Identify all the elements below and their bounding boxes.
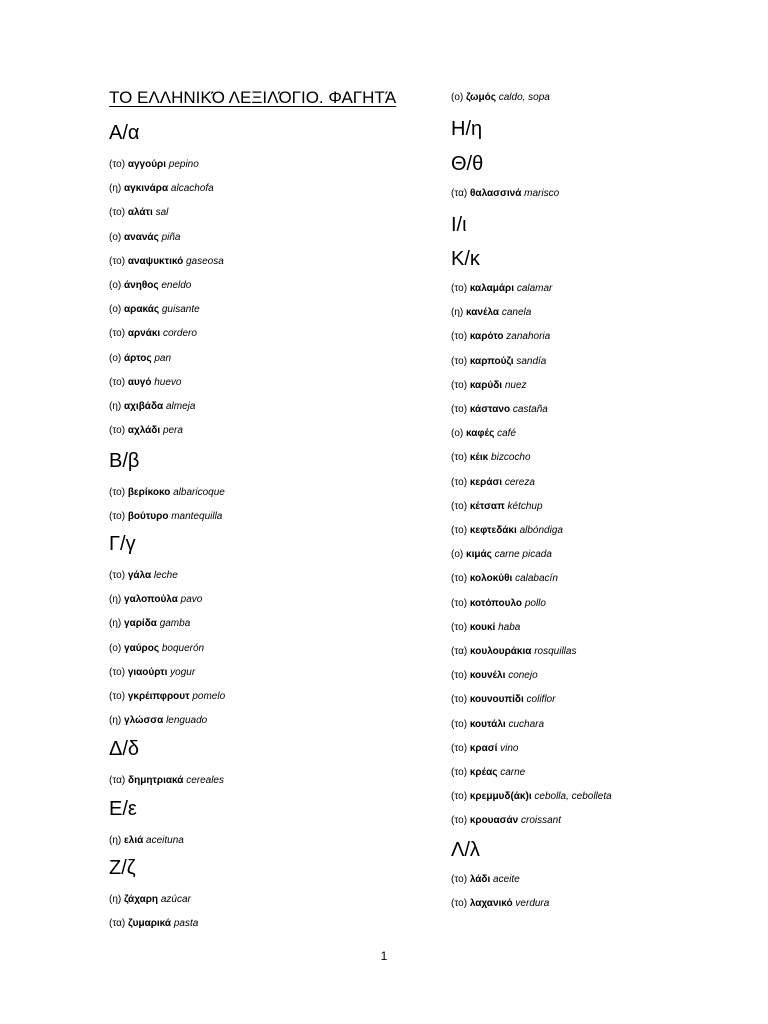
greek-word: κρεμμυδ(άκ)ι <box>469 791 532 803</box>
article: (το) <box>451 597 468 609</box>
letter-heading: Ι/ι <box>451 214 467 236</box>
greek-word: θαλασσινά <box>470 188 522 199</box>
article: (η) <box>109 618 122 630</box>
spanish-translation: aceite <box>493 874 520 885</box>
article: (το) <box>451 379 468 391</box>
spanish-translation: guisante <box>161 304 200 316</box>
spanish-translation: cebolla, cebolleta <box>534 791 612 803</box>
vocab-entry <box>109 231 180 245</box>
spanish-translation: cereales <box>186 775 224 786</box>
vocab-entry <box>451 645 576 659</box>
article: (το) <box>451 767 468 778</box>
spanish-translation: sandía <box>516 355 547 367</box>
greek-word: καφές <box>466 428 495 440</box>
vocab-entry <box>451 814 561 828</box>
spanish-translation: almeja <box>165 401 196 412</box>
letter-heading: Ε/ε <box>109 798 137 820</box>
article: (το) <box>451 404 468 415</box>
article: (το) <box>109 511 126 523</box>
greek-word: αχλάδι <box>127 425 161 437</box>
vocab-entry <box>451 742 518 756</box>
greek-word: γιαούρτι <box>127 666 168 678</box>
greek-word: λάδι <box>469 874 491 885</box>
vocab-entry <box>451 476 535 490</box>
greek-word: κρουασάν <box>469 815 519 827</box>
vocab-entry <box>109 327 197 341</box>
vocab-entry <box>451 91 550 105</box>
article: (τα) <box>109 918 126 930</box>
vocab-entry <box>109 834 184 848</box>
vocab-entry <box>109 352 171 366</box>
vocab-entry <box>451 306 531 320</box>
vocab-entry <box>451 427 516 441</box>
greek-word: κρέας <box>469 767 498 778</box>
vocab-entry <box>109 666 195 680</box>
greek-word: καρπούζι <box>469 355 514 367</box>
vocab-entry <box>451 524 563 538</box>
article: (ο) <box>451 428 464 440</box>
vocab-entry <box>451 766 525 780</box>
greek-word: γαύρος <box>124 642 160 654</box>
vocab-entry <box>451 897 549 911</box>
greek-word: αγγούρι <box>127 159 166 170</box>
spanish-translation: café <box>497 428 516 440</box>
letter-heading: Κ/κ <box>451 248 480 270</box>
greek-word: καλαμάρι <box>469 283 515 294</box>
vocab-entry <box>109 917 198 931</box>
letter-heading: Δ/δ <box>109 738 140 760</box>
article: (το) <box>451 718 468 730</box>
article: (το) <box>109 570 126 581</box>
article: (τα) <box>109 775 126 786</box>
vocab-entry <box>451 718 544 732</box>
vocab-entry <box>451 187 559 201</box>
article: (το) <box>451 525 468 536</box>
vocab-entry <box>109 774 224 788</box>
article: (η) <box>109 401 122 412</box>
spanish-translation: coliflor <box>526 694 556 706</box>
greek-word: βούτυρο <box>127 511 169 523</box>
vocab-entry <box>451 572 558 586</box>
article: (το) <box>109 328 126 340</box>
spanish-translation: pomelo <box>192 691 226 702</box>
greek-word: καρύδι <box>469 379 503 391</box>
spanish-translation: eneldo <box>161 280 192 291</box>
article: (τα) <box>451 646 468 657</box>
spanish-translation: alcachofa <box>170 183 214 195</box>
vocab-entry <box>451 621 520 635</box>
greek-word: καρότο <box>469 331 504 343</box>
greek-word: κανέλα <box>466 307 500 319</box>
vocab-entry <box>451 330 550 344</box>
vocab-entry <box>109 158 199 172</box>
spanish-translation: cordero <box>163 328 197 340</box>
spanish-translation: pavo <box>180 594 203 606</box>
spanish-translation: marisco <box>524 188 560 199</box>
article: (το) <box>451 573 468 585</box>
letter-heading: Η/η <box>451 118 483 140</box>
greek-word: κοτόπουλο <box>469 597 523 609</box>
greek-word: αγκινάρα <box>124 183 169 195</box>
greek-word: κουλουράκια <box>470 646 532 657</box>
article: (το) <box>451 815 468 827</box>
spanish-translation: albóndiga <box>519 525 563 536</box>
greek-word: κέτσαπ <box>469 500 505 512</box>
article: (η) <box>109 894 122 905</box>
greek-word: ζυμαρικά <box>128 918 172 930</box>
article: (η) <box>451 307 464 319</box>
greek-word: ανανάς <box>124 231 159 243</box>
spanish-translation: vino <box>500 742 519 754</box>
spanish-translation: croissant <box>520 815 561 827</box>
article: (το) <box>451 355 468 367</box>
article: (το) <box>451 791 468 803</box>
article: (τα) <box>451 188 468 199</box>
spanish-translation: cereza <box>504 476 535 488</box>
letter-heading: Ζ/ζ <box>109 857 136 879</box>
spanish-translation: conejo <box>508 670 538 682</box>
greek-word: κεράσι <box>469 476 503 488</box>
spanish-translation: pasta <box>173 918 199 930</box>
vocab-entry <box>109 303 200 317</box>
spanish-translation: pepino <box>168 159 199 170</box>
vocab-entry <box>109 714 207 728</box>
vocab-entry <box>109 424 183 438</box>
greek-word: άνηθος <box>124 280 159 291</box>
spanish-translation: gamba <box>159 618 191 630</box>
vocab-entry <box>109 486 225 500</box>
article: (ο) <box>109 231 122 243</box>
article: (το) <box>451 670 468 682</box>
article: (ο) <box>109 352 122 364</box>
greek-word: κεφτεδάκι <box>469 525 517 536</box>
greek-word: βερίκοκο <box>127 487 171 498</box>
spanish-translation: rosquillas <box>534 646 577 657</box>
spanish-translation: pan <box>154 352 172 364</box>
article: (το) <box>109 207 126 219</box>
greek-word: γαλοπούλα <box>124 594 178 606</box>
vocab-entry <box>109 206 168 220</box>
spanish-translation: zanahoria <box>506 331 551 343</box>
article: (η) <box>109 835 122 846</box>
vocab-entry <box>451 500 543 514</box>
spanish-translation: lenguado <box>166 715 208 727</box>
greek-word: αρακάς <box>124 304 160 316</box>
spanish-translation: caldo, sopa <box>498 92 550 103</box>
article: (η) <box>109 594 122 606</box>
spanish-translation: piña <box>161 231 181 243</box>
spanish-translation: albaricoque <box>173 487 225 498</box>
vocab-entry <box>451 873 520 887</box>
vocab-entry <box>109 690 225 704</box>
article: (το) <box>451 331 468 343</box>
vocab-entry <box>109 400 195 414</box>
page-title: ΤΟ ΕΛΛΗΝΙΚΌ ΛΕΞΙΛΌΓΙΟ. ΦΑΓΗΤΆ <box>109 88 397 107</box>
article: (το) <box>109 255 126 267</box>
article: (το) <box>109 159 126 170</box>
greek-word: ζάχαρη <box>124 894 159 905</box>
spanish-translation: boquerón <box>161 642 205 654</box>
vocab-entry <box>109 893 191 907</box>
spanish-translation: azúcar <box>160 894 191 905</box>
page-number: 1 <box>380 949 388 963</box>
greek-word: λαχανικό <box>469 898 513 910</box>
letter-heading: Θ/θ <box>451 153 484 175</box>
greek-word: γκρέιπφρουτ <box>127 691 190 702</box>
spanish-translation: verdura <box>515 898 550 910</box>
greek-word: γάλα <box>127 570 152 581</box>
article: (το) <box>109 376 126 388</box>
vocab-entry <box>451 548 552 562</box>
spanish-translation: haba <box>498 621 521 633</box>
spanish-translation: huevo <box>154 376 182 388</box>
vocab-entry <box>451 597 546 611</box>
article: (το) <box>109 691 126 702</box>
spanish-translation: aceituna <box>146 835 184 846</box>
vocab-entry <box>109 617 190 631</box>
spanish-translation: kétchup <box>507 500 543 512</box>
greek-word: κουκί <box>469 621 496 633</box>
vocab-entry <box>109 510 222 524</box>
vocab-entry <box>109 182 214 196</box>
article: (το) <box>451 898 468 910</box>
article: (ο) <box>109 304 122 316</box>
spanish-translation: calamar <box>516 283 553 294</box>
article: (το) <box>451 742 468 754</box>
vocab-entry <box>451 355 546 369</box>
spanish-translation: nuez <box>504 379 527 391</box>
article: (το) <box>451 621 468 633</box>
article: (το) <box>451 500 468 512</box>
letter-heading: Β/β <box>109 450 140 472</box>
vocab-entry <box>451 451 531 465</box>
article: (η) <box>109 183 122 195</box>
greek-word: γλώσσα <box>124 715 164 727</box>
greek-word: κουνουπίδι <box>469 694 524 706</box>
greek-word: αυγό <box>127 376 152 388</box>
article: (το) <box>451 694 468 706</box>
greek-word: κουνέλι <box>469 670 506 682</box>
article: (το) <box>451 452 468 464</box>
greek-word: γαρίδα <box>124 618 157 630</box>
vocab-entry <box>109 255 224 269</box>
vocab-entry <box>451 282 552 296</box>
vocab-entry <box>451 790 612 804</box>
greek-word: αναψυκτικό <box>127 255 184 267</box>
greek-word: κρασί <box>469 742 498 754</box>
vocab-entry <box>451 669 538 683</box>
article: (ο) <box>109 642 122 654</box>
article: (ο) <box>451 92 464 103</box>
greek-word: άρτος <box>124 352 152 364</box>
spanish-translation: canela <box>501 307 532 319</box>
greek-word: κέικ <box>469 452 489 464</box>
spanish-translation: pera <box>162 425 183 437</box>
spanish-translation: yogur <box>170 666 196 678</box>
vocab-entry <box>109 569 178 583</box>
greek-word: δημητριακά <box>128 775 184 786</box>
letter-heading: Α/α <box>109 122 140 144</box>
article: (το) <box>109 487 126 498</box>
spanish-translation: mantequilla <box>171 511 223 523</box>
spanish-translation: sal <box>155 207 169 219</box>
article: (η) <box>109 715 122 727</box>
spanish-translation: pollo <box>524 597 546 609</box>
article: (το) <box>109 666 126 678</box>
letter-heading: Γ/γ <box>109 533 136 555</box>
spanish-translation: cuchara <box>508 718 545 730</box>
greek-word: κουτάλι <box>469 718 506 730</box>
article: (το) <box>451 283 468 294</box>
spanish-translation: gaseosa <box>185 255 224 267</box>
spanish-translation: castaña <box>512 404 548 415</box>
vocab-entry <box>109 376 181 390</box>
vocab-entry <box>451 403 548 417</box>
vocab-entry <box>451 693 555 707</box>
greek-word: αρνάκι <box>127 328 161 340</box>
article: (ο) <box>109 280 122 291</box>
spanish-translation: bizcocho <box>491 452 531 464</box>
spanish-translation: carne <box>500 767 526 778</box>
greek-word: αλάτι <box>127 207 153 219</box>
greek-word: αχιβάδα <box>124 401 164 412</box>
article: (το) <box>451 874 468 885</box>
vocab-entry <box>109 593 202 607</box>
greek-word: κολοκύθι <box>469 573 513 585</box>
article: (ο) <box>451 549 464 561</box>
vocab-entry <box>109 279 191 293</box>
spanish-translation: leche <box>153 570 178 581</box>
spanish-translation: carne picada <box>494 549 552 561</box>
greek-word: κιμάς <box>466 549 492 561</box>
spanish-translation: calabacín <box>515 573 558 585</box>
greek-word: ελιά <box>124 835 144 846</box>
article: (το) <box>109 425 126 437</box>
greek-word: κάστανο <box>469 404 511 415</box>
letter-heading: Λ/λ <box>451 839 480 861</box>
vocab-entry <box>451 379 527 393</box>
article: (το) <box>451 476 468 488</box>
greek-word: ζωμός <box>466 92 496 103</box>
vocab-entry <box>109 642 204 656</box>
